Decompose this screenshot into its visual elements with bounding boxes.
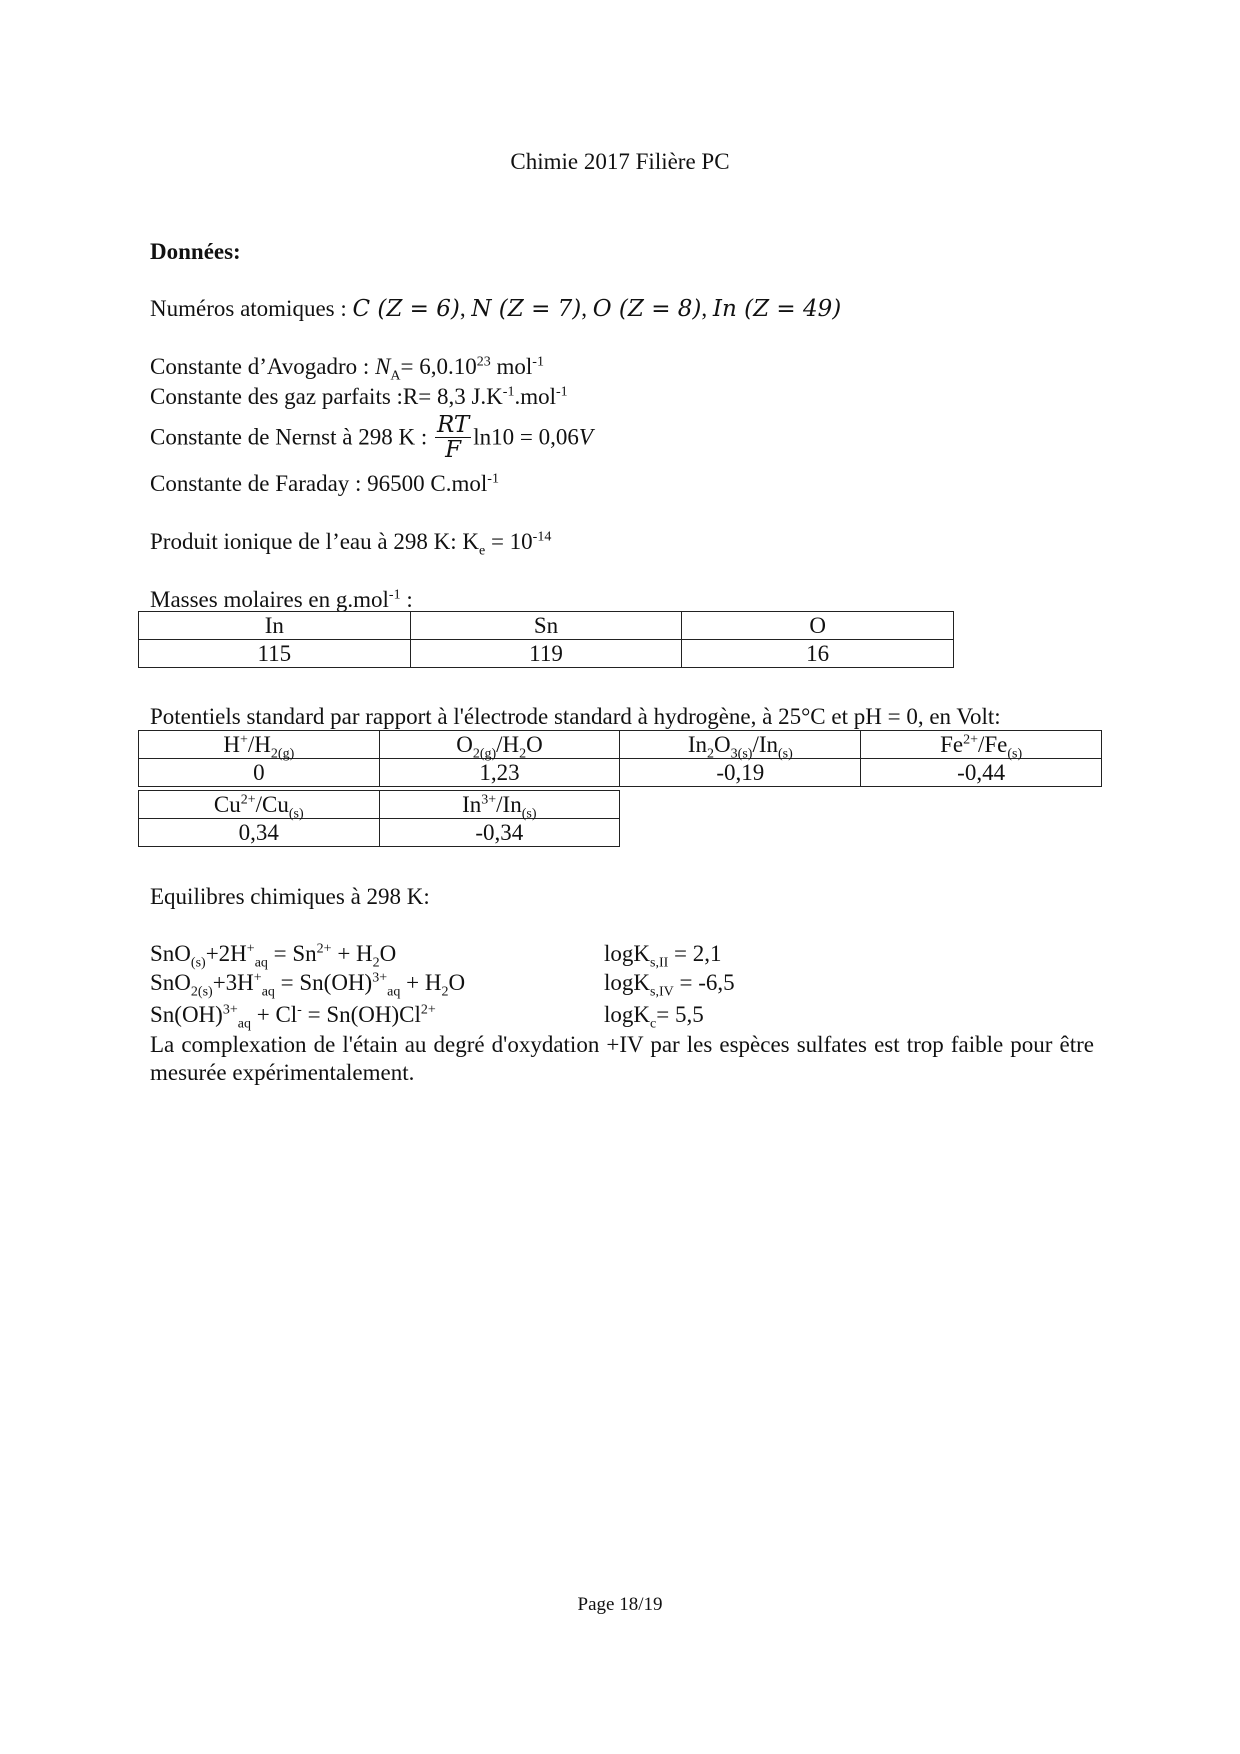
equation-1: $SnO_{(s)}+2H^+_{aq} = Sn^{2+} + H_2O$ bbox=[150, 941, 397, 971]
water-ionic-product: Produit ionique de l’eau à 298 K: $K_e = 10^{-14}$ bbox=[150, 529, 552, 559]
avogadro-constant: Constante d’Avogadro : $N_A= 6,0.10^{23}$ mol$^{-1}$ bbox=[150, 354, 544, 384]
gas-constant: Constante des gaz parfaits :R= 8,3 $J.K^{-1}.mol^{-1}$ bbox=[150, 384, 568, 409]
couple-h-h2: $H^+/H_{2(g)}$ bbox=[139, 731, 380, 759]
table-cell: -0,19 bbox=[620, 759, 861, 787]
equation-1-constant: logK$_{s,II}$ = 2,1 bbox=[604, 941, 722, 971]
section-heading: Données: bbox=[150, 239, 241, 264]
table-row bbox=[139, 819, 620, 847]
equation-3: $Sn(OH)^{3+}_{aq} + Cl^- = Sn(OH)Cl^{2+}$ bbox=[150, 1002, 436, 1032]
couple-in2o3-in: $In_2O_{3(s)}/In_{(s)}$ bbox=[620, 731, 861, 759]
table-row bbox=[139, 640, 954, 668]
table-cell: 115 bbox=[139, 640, 411, 668]
table-row bbox=[139, 759, 1102, 787]
table-cell: 119 bbox=[410, 640, 682, 668]
table-cell: 0 bbox=[139, 759, 380, 787]
potentials-table bbox=[138, 730, 1102, 787]
table-cell: -0,44 bbox=[861, 759, 1102, 787]
equation-2-constant: logK$_{s,IV}$ = -6,5 bbox=[604, 970, 735, 1000]
table-header-cell: Sn bbox=[410, 612, 682, 640]
faraday-constant: Constante de Faraday : 96500 C.mol$^{-1}$ bbox=[150, 471, 499, 496]
equation-2: $SnO_{2(s)}+3H^+_{aq} = Sn(OH)^{3+}_{aq} + H_2O$ bbox=[150, 970, 466, 1000]
molar-masses-label: Masses molaires en g.mol$^{-1}$ : bbox=[150, 587, 413, 612]
atomic-numbers-label: Numéros atomiques : bbox=[150, 296, 347, 321]
atomic-numbers-line: Numéros atomiques : C (Z = 6), N (Z = 7), O (Z = 8), In (Z = 49) bbox=[150, 296, 842, 322]
couple-o2-h2o: $O_{2(g)}/H_2O$ bbox=[379, 731, 620, 759]
potentials-label: Potentiels standard par rapport à l'électrode standard à hydrogène, à 25°C et pH = 0, en Volt: bbox=[150, 704, 1001, 729]
atomic-number-c: C (Z = 6) bbox=[352, 296, 460, 322]
complexation-note: La complexation de l'étain au degré d'oxydation +IV par les espèces sulfates est trop faible pour être mesurée expérimentalement. bbox=[150, 1032, 1094, 1085]
table-cell: -0,34 bbox=[379, 819, 619, 847]
table-cell: 16 bbox=[682, 640, 954, 668]
nernst-constant: Constante de Nernst à 298 K : $\frac{RT}{F}$ ln10 = 0,06V bbox=[150, 412, 593, 464]
couple-fe-fe: $Fe^{2+}/Fe_{(s)}$ bbox=[861, 731, 1102, 759]
equation-3-constant: logK$_c$= 5,5 bbox=[604, 1002, 704, 1032]
page-title: Chimie 2017 Filière PC bbox=[510, 149, 730, 174]
molar-masses-table bbox=[138, 611, 954, 668]
nernst-fraction: $\frac{RT}{F}$ bbox=[436, 412, 470, 464]
table-cell: 1,23 bbox=[379, 759, 620, 787]
table-row bbox=[139, 731, 1102, 759]
potentials-table-2 bbox=[138, 790, 620, 847]
atomic-number-n: N (Z = 7) bbox=[471, 296, 582, 322]
atomic-number-in: In (Z = 49) bbox=[712, 296, 842, 322]
table-header-cell: In bbox=[139, 612, 411, 640]
couple-cu-cu: $Cu^{2+}/Cu_{(s)}$ bbox=[139, 791, 380, 819]
table-cell: 0,34 bbox=[139, 819, 380, 847]
table-header-cell: O bbox=[682, 612, 954, 640]
table-row bbox=[139, 791, 620, 819]
couple-in-in: $In^{3+}/In_{(s)}$ bbox=[379, 791, 619, 819]
equilibria-label: Equilibres chimiques à 298 K: bbox=[150, 884, 430, 909]
atomic-number-o: O (Z = 8) bbox=[592, 296, 702, 322]
page-number: Page 18/19 bbox=[577, 1594, 663, 1615]
table-row bbox=[139, 612, 954, 640]
